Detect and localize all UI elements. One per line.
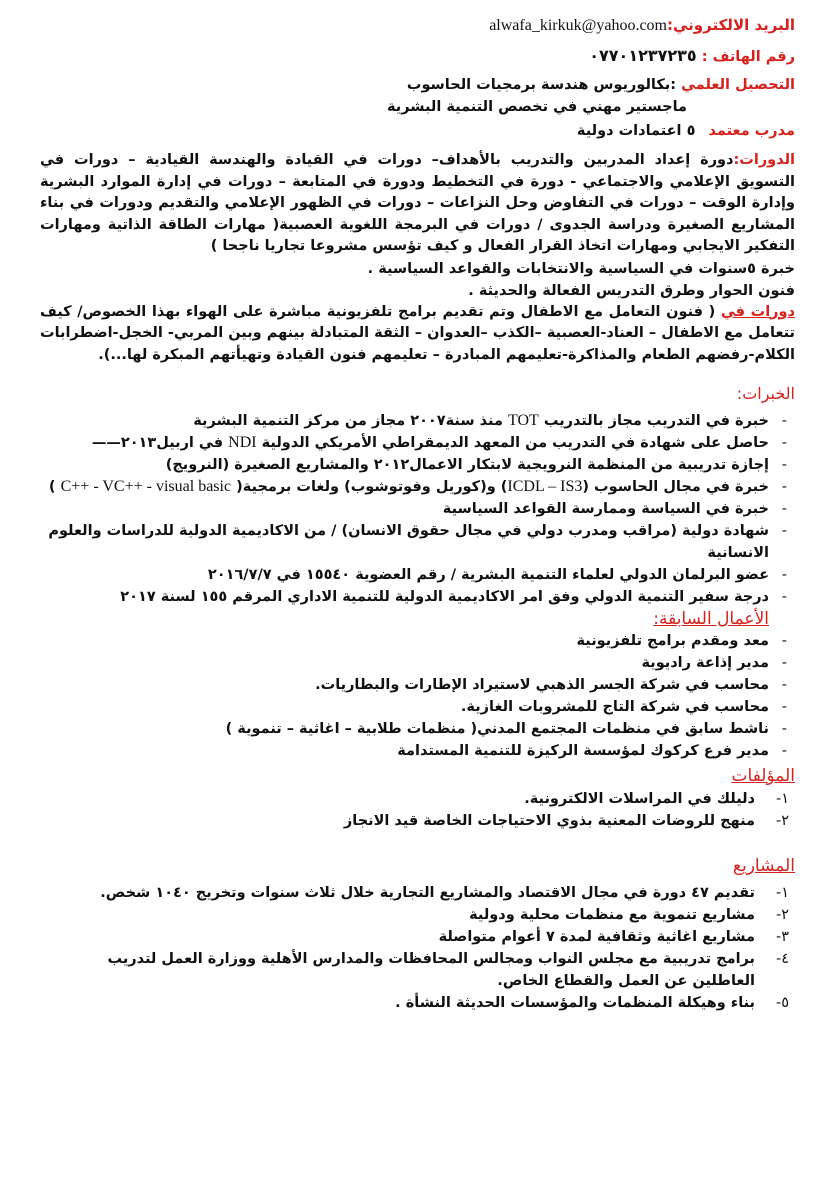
phone-row — [40, 45, 795, 68]
list-item: - محاسب في شركة الجسر الذهبي لاستيراد الإطارات والبطاريات. — [40, 674, 769, 696]
courses-children-label: دورات في — [720, 303, 795, 320]
projects-list — [40, 882, 795, 1014]
courses-label: الدورات: — [733, 152, 795, 168]
list-item: - محاسب في شركة التاج للمشروبات الغازية. — [40, 696, 769, 718]
publications-heading: المؤلفات — [731, 766, 795, 786]
list-item: ٢- منهج للروضات المعنية بذوي الاحتياجات الخاصة قيد الانجاز — [343, 813, 789, 829]
list-item: ٣- مشاريع اغاثية وثقافية لمدة ٧ أعوام متواصلة — [438, 929, 789, 945]
list-item: ٥- بناء وهيكلة المنظمات والمؤسسات الحديثة النشأة . — [395, 995, 789, 1011]
phone-value: ٠٧٧٠١٢٣٧٢٣٥ — [589, 46, 697, 65]
list-item: - خبرة في التدريب مجاز بالتدريب TOT منذ سنة٢٠٠٧ مجاز من مركز التنمية البشرية — [40, 410, 769, 432]
list-item: - شهادة دولية (مراقب ومدرب دولي في مجال حقوق الانسان) / من الاكاديمية الدولية للدراسات والعلوم الانسانية — [40, 520, 769, 564]
projects-heading: المشاريع — [732, 856, 795, 876]
courses-text: دورة إعداد المدربين والتدريب بالأهداف– دورات في القيادة والهندسة القيادية – دورات في التسويق الإعلامي والاجتماعي - دورة في التخطيط ودورة في المتابعة – دورات في إدارة الموارد البشرية وإدارة الوقت – دورات في التفاوض وحل النزاعات – دورات في الظهور الإعلامي والتقديم ودورات في بناء المشاريع الصغيرة ودراسة الجدوى / دورات في البرمجة اللغوية العصبية( مهارات الطاقة الذاتية ومهارات التفكير الايجابي ومهارات اتخاذ القرار الفعال و كيف تؤسس مشروعا تجاريا ناجحا ) — [40, 152, 795, 254]
phone-label: رقم الهاتف : — [701, 49, 795, 65]
list-item: - حاصل على شهادة في التدريب من المعهد الديمقراطي الأمريكي الدولية NDI في اربيل٢٠١٣—— — [40, 432, 769, 454]
courses-dialogue: فنون الحوار وطرق التدريس الفعالة والحديثة . — [468, 282, 795, 299]
list-item: - عضو البرلمان الدولي لعلماء التنمية البشرية / رقم العضوية ١٥٥٤٠ في ٢٠١٦/٧/٧ — [40, 564, 769, 586]
trainer-row — [40, 120, 795, 142]
list-item: ١- تقديم ٤٧ دورة في مجال الاقتصاد والمشاريع التجارية خلال ثلاث سنوات وتخريج ١٠٤٠ شخص. — [100, 885, 789, 901]
list-item: - مدير إذاعة راديوية — [40, 652, 769, 674]
email-label: البريد الالكتروني: — [667, 16, 795, 34]
courses-politics: خبرة ٥سنوات في السياسية والانتخابات والقواعد السياسية . — [367, 260, 795, 277]
education-degree: :بكالوريوس هندسة برمجيات الحاسوب — [406, 77, 677, 93]
education-masters: ماجستير مهني في تخصص التنمية البشرية — [386, 99, 687, 115]
courses-children-paragraph — [40, 302, 795, 367]
courses-paragraph — [40, 150, 795, 258]
previous-work-list — [40, 630, 795, 762]
previous-work-heading: الأعمال السابقة: — [653, 609, 769, 629]
list-item: - درجة سفير التنمية الدولي وفق امر الاكاديمية الدولية للتنمية الاداري المرقم ١٥٥ لسنة ٢٠١٧ — [40, 586, 769, 608]
list-item: - معد ومقدم برامج تلفزيونية — [40, 630, 769, 652]
trainer-value: ٥ اعتمادات دولية — [576, 123, 696, 139]
courses-children-text: ( فنون التعامل مع الاطفال وتم تقديم برامج تلفزيونية مباشرة على الهواء بهذا الخصوص/ كيف تتعامل مع الاطفال – العناد-العصبية –الكذب –العدوان – الثقة المتبادلة بينهم وبين المربي- الخجل-اضطرابات الكلام-رفضهم الطعام والمذاكرة-تعليمهم المبادرة – تعليمهم فنون القيادة وتهيأتهم المبكرة لها...). — [40, 303, 795, 363]
education-label: التحصيل العلمي — [681, 77, 795, 93]
list-item: - ناشط سابق في منظمات المجتمع المدني( منظمات طلابية – اغاثية – تنموية ) — [40, 718, 769, 740]
email-value: alwafa_kirkuk@yahoo.com — [489, 17, 667, 34]
email-row — [40, 14, 795, 37]
list-item: ٤- برامج تدريبية مع مجلس النواب ومجالس المحافظات والمدارس الأهلية ووزارة العمل لتدريب العاطلين عن العمل والقطاع الخاص. — [107, 951, 789, 989]
list-item: ٢- مشاريع تنموية مع منظمات محلية ودولية — [469, 907, 789, 923]
education-row — [40, 74, 795, 96]
experience-list — [40, 410, 795, 608]
list-item: - خبرة في السياسة وممارسة القواعد السياسية — [40, 498, 769, 520]
list-item: - مدير فرع كركوك لمؤسسة الركيزة للتنمية المستدامة — [40, 740, 769, 762]
trainer-label: مدرب معتمد — [708, 123, 795, 139]
list-item: - خبرة في مجال الحاسوب (ICDL – IS3) و(كوريل وفوتوشوب) ولغات برمجية( C++ - VC++ - visual basic ) — [40, 476, 769, 498]
experience-heading: الخبرات: — [736, 384, 795, 403]
publications-list — [40, 788, 795, 832]
list-item: - إجازة تدريبية من المنظمة النرويجية لابتكار الاعمال٢٠١٢ والمشاريع الصغيرة (النرويج) — [40, 454, 769, 476]
list-item: ١- دليلك في المراسلات الالكترونية. — [524, 791, 789, 807]
